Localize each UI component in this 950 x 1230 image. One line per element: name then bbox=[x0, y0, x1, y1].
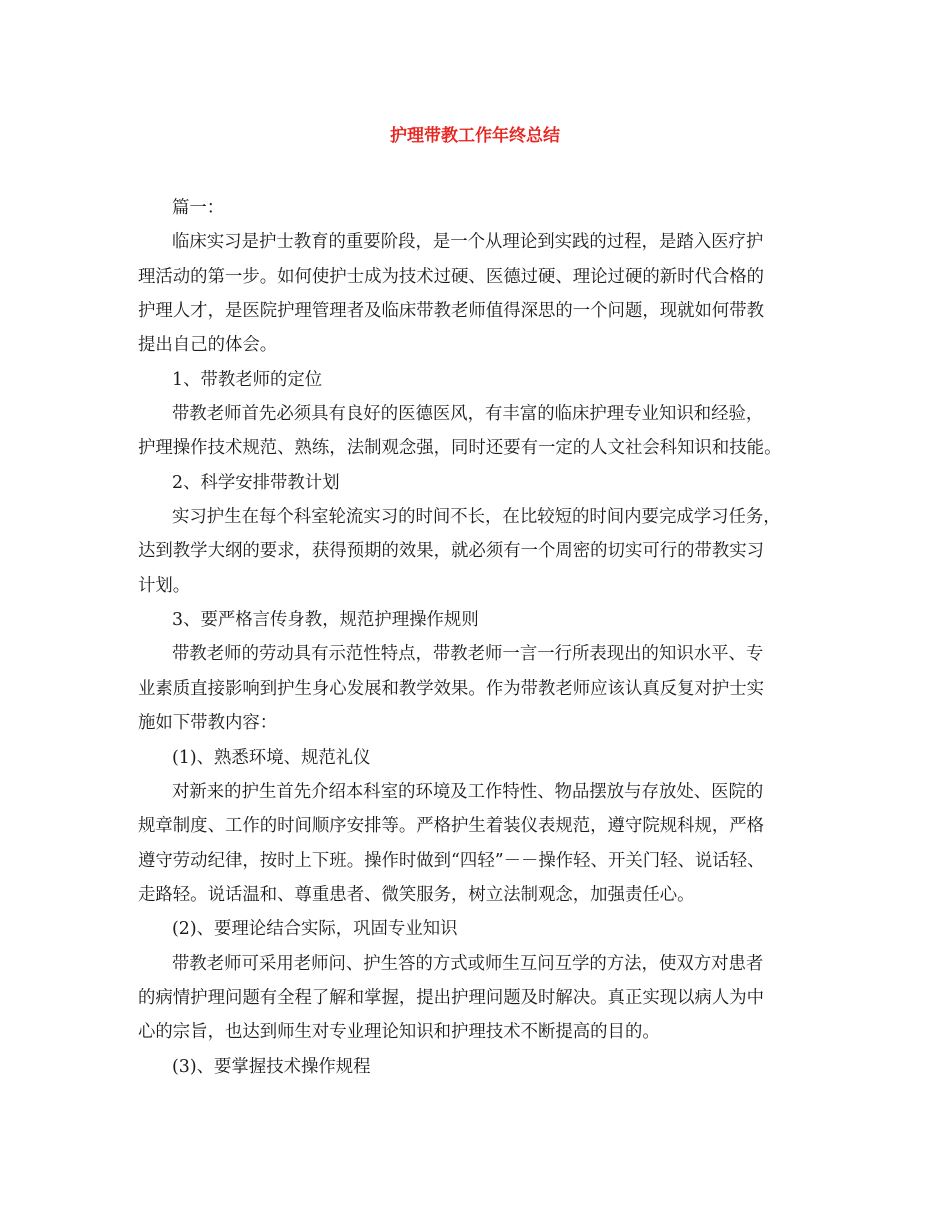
document-title: 护理带教工作年终总结 bbox=[390, 126, 560, 146]
text-line: 的病情护理问题有全程了解和掌握，提出护理问题及时解决。真正实现以病人为中 bbox=[138, 987, 765, 1008]
text-line: 达到教学大纲的要求，获得预期的效果，就必须有一个周密的切实可行的带教实习 bbox=[138, 541, 765, 562]
text-line: 提出自己的体会。 bbox=[138, 335, 278, 356]
text-line: 带教老师可采用老师问、护生答的方式或师生互问互学的方法，使双方对患者 bbox=[172, 953, 764, 974]
text-line: 带教老师首先必须具有良好的医德医风，有丰富的临床护理专业知识和经验， bbox=[172, 404, 764, 425]
text-line: 临床实习是护士教育的重要阶段，是一个从理论到实践的过程，是踏入医疗护 bbox=[172, 232, 764, 253]
text-line: 业素质直接影响到护生身心发展和教学效果。作为带教老师应该认真反复对护士实 bbox=[138, 678, 765, 699]
text-line: (3)、要掌握技术操作规程 bbox=[172, 1056, 371, 1077]
text-line: 理活动的第一步。如何使护士成为技术过硬、医德过硬、理论过硬的新时代合格的 bbox=[138, 266, 765, 287]
text-line: (1)、熟悉环境、规范礼仪 bbox=[172, 747, 371, 768]
text-line: 施如下带教内容： bbox=[138, 713, 278, 734]
text-line: 走路轻。说话温和、尊重患者、微笑服务，树立法制观念，加强责任心。 bbox=[138, 884, 695, 905]
text-line: 护理操作技术规范、熟练，法制观念强，同时还要有一定的人文社会科知识和技能。 bbox=[138, 438, 782, 459]
text-line: 护理人才，是医院护理管理者及临床带教老师值得深思的一个问题，现就如何带教 bbox=[138, 301, 765, 322]
text-line: 计划。 bbox=[138, 575, 191, 596]
document-body bbox=[138, 191, 828, 1084]
text-line: 带教老师的劳动具有示范性特点，带教老师一言一行所表现出的知识水平、专 bbox=[172, 644, 764, 665]
text-line: 遵守劳动纪律，按时上下班。操作时做到“四轻”－－操作轻、开关门轻、说话轻、 bbox=[138, 850, 765, 871]
text-line: 规章制度、工作的时间顺序安排等。严格护生着装仪表规范，遵守院规科规，严格 bbox=[138, 816, 765, 837]
text-line: 3、要严格言传身教，规范护理操作规则 bbox=[172, 610, 479, 631]
text-line: (2)、要理论结合实际，巩固专业知识 bbox=[172, 919, 458, 940]
text-line: 1、带教老师的定位 bbox=[172, 369, 323, 390]
text-line: 2、科学安排带教计划 bbox=[172, 472, 340, 493]
text-line: 心的宗旨，也达到师生对专业理论知识和护理技术不断提高的目的。 bbox=[138, 1022, 660, 1043]
text-line: 篇一： bbox=[172, 198, 225, 218]
text-line: 实习护生在每个科室轮流实习的时间不长，在比较短的时间内要完成学习任务， bbox=[172, 507, 781, 528]
text-line: 对新来的护生首先介绍本科室的环境及工作特性、物品摆放与存放处、医院的 bbox=[172, 781, 764, 802]
